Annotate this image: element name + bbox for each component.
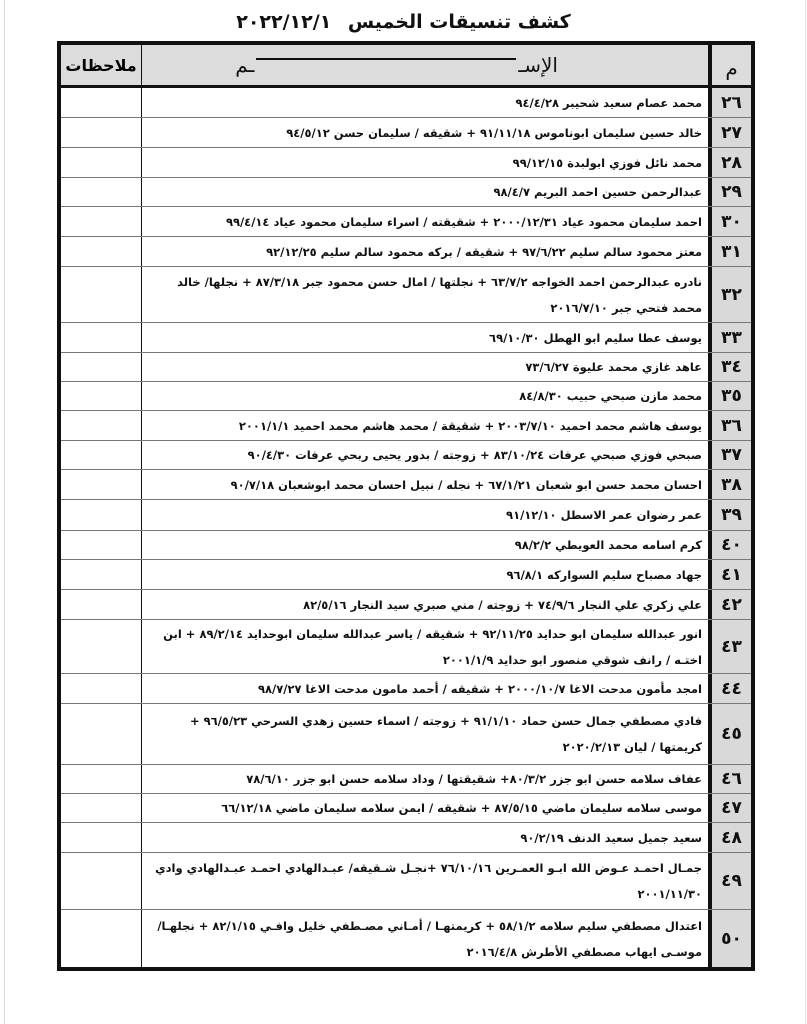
row-name-text: خالد حسين سليمان ابوناموس ٩١/١١/١٨ + شقيقه / سليمان حسن ٩٤/٥/١٢ <box>286 125 702 140</box>
table-row <box>61 322 751 352</box>
table-row <box>61 589 751 619</box>
row-name-text: كرم اسامه محمد العويطي ٩٨/٢/٢ <box>514 538 702 552</box>
row-notes[interactable] <box>61 118 141 147</box>
row-notes[interactable] <box>61 765 141 793</box>
row-name-text: جهاد مصباح سليم السواركه ٩٦/٨/١ <box>506 567 702 582</box>
row-name-text: عمر رضوان عمر الاسطل ٩١/١٢/١٠ <box>506 508 702 522</box>
table-row <box>61 440 751 469</box>
row-number: ٤٤ <box>708 674 751 703</box>
row-number: ٤٩ <box>708 853 751 909</box>
table-header-row <box>61 45 751 88</box>
row-notes[interactable] <box>61 823 141 852</box>
row-number: ٣٠ <box>708 207 751 236</box>
row-number: ٤٣ <box>708 620 751 673</box>
row-notes[interactable] <box>61 353 141 381</box>
header-name-tatweel <box>256 58 516 60</box>
table-row <box>61 410 751 440</box>
table-row <box>61 530 751 559</box>
row-name-text: يوسف هاشم محمد احميد ٢٠٠٣/٧/١٠ + شقيقة / محمد هاشم محمد احميد ٢٠٠١/١/١ <box>238 418 702 433</box>
header-name <box>141 45 708 85</box>
row-name-text: محمد عصام سعيد شحيبر ٩٤/٤/٢٨ <box>515 95 702 110</box>
table-body <box>61 88 751 967</box>
row-number: ٢٩ <box>708 178 751 206</box>
header-notes: ملاحظات <box>61 45 141 85</box>
row-name <box>141 237 708 266</box>
row-name-text: علي زكري علي النجار ٧٤/٩/٦ + زوجته / مني صبري سيد النجار ٨٢/٥/١٦ <box>303 597 702 612</box>
row-name-text: نادره عبدالرحمن احمد الخواجه ٦٣/٧/٢ + نجلتها / امال حسن محمود جبر ٨٧/٣/١٨ + نجلها/ خالد محمد فتحي جبر ٢٠١٦/٧/١٠ <box>177 274 702 315</box>
table-row <box>61 499 751 530</box>
row-number: ٣٩ <box>708 500 751 530</box>
row-number: ٣٧ <box>708 441 751 469</box>
row-number: ٤٧ <box>708 794 751 822</box>
row-number: ٤٦ <box>708 765 751 793</box>
row-name <box>141 118 708 147</box>
row-name-text: محمد نائل فوزي ابولبدة ٩٩/١٢/١٥ <box>512 155 702 170</box>
row-name <box>141 382 708 410</box>
table-row <box>61 703 751 764</box>
row-name-text: عبدالرحمن حسين احمد البريم ٩٨/٤/٧ <box>493 185 702 199</box>
row-name-text: سعيد جميل سعيد الدنف ٩٠/٢/١٩ <box>520 830 702 845</box>
row-name <box>141 674 708 703</box>
row-notes[interactable] <box>61 704 141 764</box>
row-name <box>141 794 708 822</box>
row-name <box>141 910 708 967</box>
row-notes[interactable] <box>61 237 141 266</box>
row-name <box>141 823 708 852</box>
row-name <box>141 531 708 559</box>
row-notes[interactable] <box>61 674 141 703</box>
table-row <box>61 852 751 909</box>
row-number: ٤١ <box>708 560 751 589</box>
row-name <box>141 353 708 381</box>
row-notes[interactable] <box>61 620 141 673</box>
row-number: ٣٤ <box>708 353 751 381</box>
row-notes[interactable] <box>61 853 141 909</box>
row-number: ٣٨ <box>708 470 751 499</box>
row-number: ٣٢ <box>708 267 751 322</box>
row-name-text: احمد سليمان محمود عياد ٢٠٠٠/١٢/٣١ + شقيقته / اسراء سليمان محمود عياد ٩٩/٤/١٤ <box>225 214 702 229</box>
table-row <box>61 352 751 381</box>
row-name-text: صبحي فوزي صبحي عرفات ٨٣/١٠/٢٤ + زوجته / بدور يحيى ربحي عرفات ٩٠/٤/٣٠ <box>247 448 702 462</box>
row-number: ٣٥ <box>708 382 751 410</box>
row-notes[interactable] <box>61 500 141 530</box>
row-name-text: موسى سلامه سليمان ماضي ٨٧/٥/١٥ + شقيقه / ايمن سلامه سليمان ماضي ٦٦/١٢/١٨ <box>221 801 702 815</box>
row-number: ٤٥ <box>708 704 751 764</box>
row-name <box>141 620 708 673</box>
row-name <box>141 590 708 619</box>
row-name <box>141 765 708 793</box>
document-title <box>0 8 807 36</box>
row-notes[interactable] <box>61 178 141 206</box>
header-number: م <box>708 45 751 85</box>
row-notes[interactable] <box>61 441 141 469</box>
row-number: ٤٢ <box>708 590 751 619</box>
table-row <box>61 764 751 793</box>
row-notes[interactable] <box>61 323 141 352</box>
header-name-start: الإسـ <box>518 53 558 77</box>
table-row <box>61 381 751 410</box>
row-name <box>141 207 708 236</box>
row-name <box>141 853 708 909</box>
title-text: كشف تنسيقات الخميس <box>347 11 571 33</box>
row-number: ٤٠ <box>708 531 751 559</box>
table-row <box>61 177 751 206</box>
row-name <box>141 267 708 322</box>
row-notes[interactable] <box>61 590 141 619</box>
row-notes[interactable] <box>61 88 141 117</box>
row-name <box>141 441 708 469</box>
row-number: ٣٣ <box>708 323 751 352</box>
table-row <box>61 117 751 147</box>
row-name <box>141 500 708 530</box>
row-name-text: يوسف عطا سليم ابو الهطل ٦٩/١٠/٣٠ <box>489 330 702 345</box>
title-date: ٢٠٢٢/١٢/١ <box>236 11 332 33</box>
row-name-text: معتز محمود سالم سليم ٩٧/٦/٢٢ + شقيقه / بركه محمود سالم سليم ٩٢/١٢/٢٥ <box>266 244 702 259</box>
row-name-text: فادي مصطفي جمال حسن حماد ٩١/١/١٠ + زوجته / اسماء حسين زهدي السرحي ٩٦/٥/٢٣ + كريمتها / ليان ٢٠٢٠/٢/١٣ <box>190 714 702 754</box>
row-notes[interactable] <box>61 207 141 236</box>
row-name-text: عاهد غازي محمد عليوة ٧٣/٦/٢٧ <box>525 360 702 374</box>
row-name <box>141 560 708 589</box>
row-name <box>141 148 708 177</box>
row-name <box>141 178 708 206</box>
page-edge-right <box>805 0 806 1024</box>
row-name-text: احسان محمد حسن ابو شعبان ٦٧/١/٢١ + نجله / نبيل احسان محمد ابوشعبان ٩٠/٧/١٨ <box>230 477 702 492</box>
row-name-text: محمد مازن صبحي حبيب ٨٤/٨/٣٠ <box>519 389 702 403</box>
row-name <box>141 323 708 352</box>
row-number: ٣٦ <box>708 411 751 440</box>
table-row <box>61 147 751 177</box>
row-number: ٥٠ <box>708 910 751 967</box>
row-name-text: انور عبدالله سليمان ابو حدايد ٩٢/١١/٢٥ + شقيقه / ياسر عبدالله سليمان ابوحدايد ٨٩/٢/١٤ + ابن اختـه / رانف شوقي منصور ابو حدايد ٢٠٠١/١/٩ <box>163 626 702 667</box>
row-notes[interactable] <box>61 560 141 589</box>
row-name <box>141 411 708 440</box>
table-row <box>61 266 751 322</box>
page-edge-left <box>4 0 5 1024</box>
table-row <box>61 206 751 236</box>
row-name <box>141 88 708 117</box>
row-number: ٢٦ <box>708 88 751 117</box>
row-name-text: امجد مأمون مدحت الاغا ٢٠٠٠/١٠/٧ + شقيقه / أحمد مامون مدحت الاغا ٩٨/٧/٢٧ <box>257 681 702 696</box>
row-notes[interactable] <box>61 531 141 559</box>
table-row <box>61 822 751 852</box>
row-number: ٢٧ <box>708 118 751 147</box>
row-name <box>141 470 708 499</box>
row-notes[interactable] <box>61 794 141 822</box>
table-row <box>61 236 751 266</box>
row-name-text: جمـال احمـد عـوض الله ابـو العمـرين ٧٦/١٠/١٦ +نجـل شـقيقه/ عبـدالهادي احمـد عبـدالهادي وادي ٢٠٠١/١١/٣٠ <box>155 861 702 901</box>
row-name-text: عفاف سلامه حسن ابو جزر ٨٠/٣/٢+ شقيقتها / وداد سلامه حسن ابو جزر ٧٨/٦/١٠ <box>246 772 702 786</box>
table-row <box>61 909 751 967</box>
row-number: ٢٨ <box>708 148 751 177</box>
row-notes[interactable] <box>61 411 141 440</box>
row-number: ٤٨ <box>708 823 751 852</box>
row-notes[interactable] <box>61 267 141 322</box>
row-number: ٣١ <box>708 237 751 266</box>
table-row <box>61 793 751 822</box>
row-notes[interactable] <box>61 470 141 499</box>
table-row <box>61 559 751 589</box>
row-name-text: اعتدال مصطفي سليم سلامه ٥٨/١/٢ + كريمتهـا / أمـاني مصـطفي خليل وافـي ٨٢/١/١٥ + نجلهـا/ موسـى ايهاب مصطفي الأطرش ٢٠١٦/٤/٨ <box>157 918 702 959</box>
row-notes[interactable] <box>61 910 141 967</box>
table-row <box>61 88 751 117</box>
table-row <box>61 619 751 673</box>
table-row <box>61 673 751 703</box>
row-notes[interactable] <box>61 382 141 410</box>
table-row <box>61 469 751 499</box>
row-notes[interactable] <box>61 148 141 177</box>
row-name <box>141 704 708 764</box>
header-name-end: ـم <box>235 53 255 77</box>
coordination-table <box>57 41 755 971</box>
